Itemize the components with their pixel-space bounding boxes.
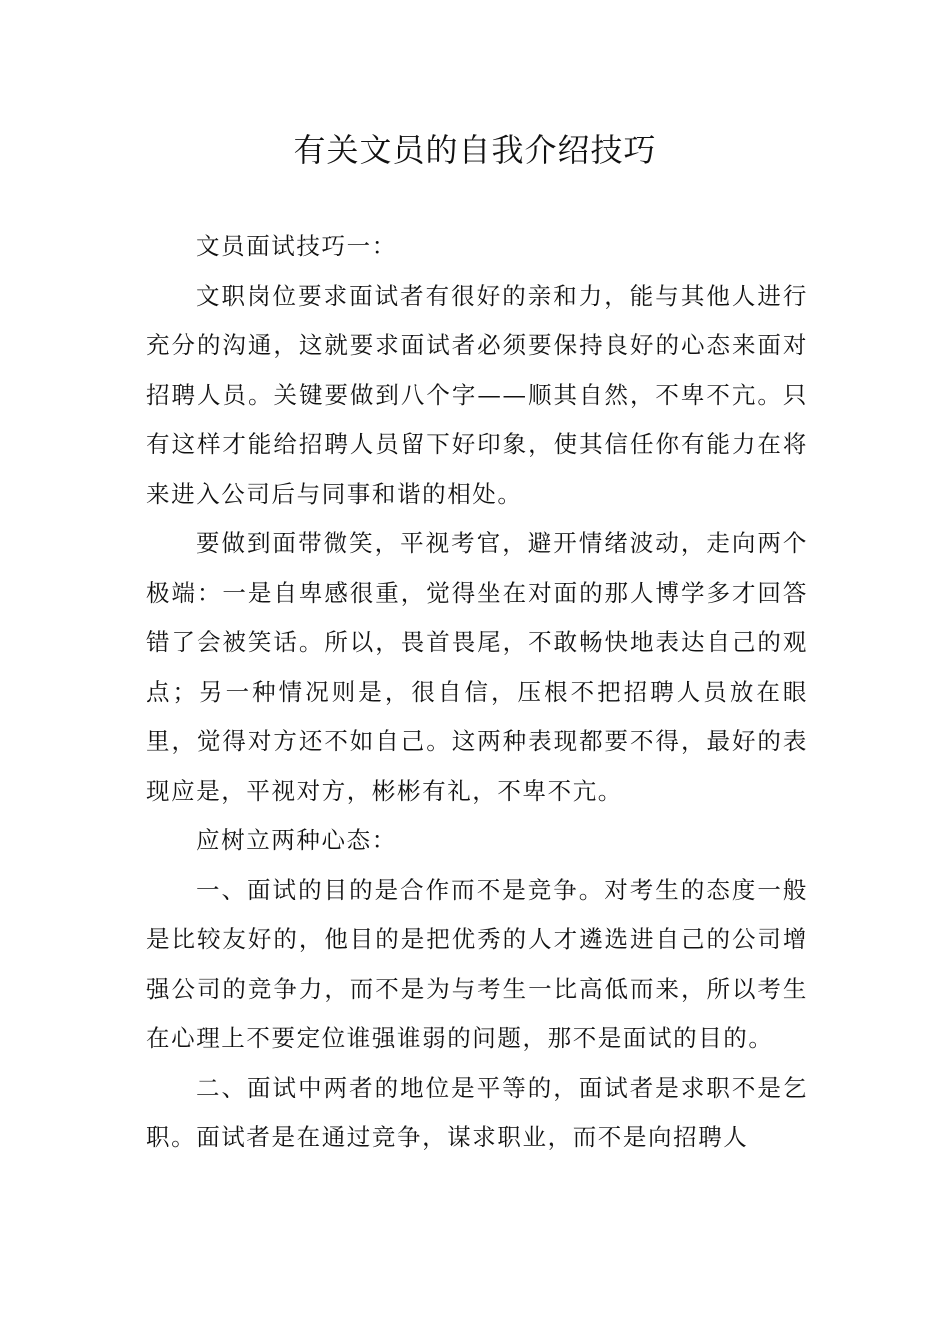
paragraph-heading-mindsets: 应树立两种心态： bbox=[196, 826, 397, 854]
paragraph-affinity: 文职岗位要求面试者有很好的亲和力，能与其他人进行充分的沟通，这就要求面试者必须要保持良好的心态来面对招聘人员。关键要做到八个字——顺其自然，不卑不亢。只有这样才能给招聘人员留下好印象，使其信任你有能力在将来进入公司后与同事和谐的相处。 bbox=[146, 281, 808, 508]
document-title: 有关文员的自我介绍技巧 bbox=[293, 131, 657, 169]
paragraph-mindset-two: 二、面试中两者的地位是平等的，面试者是求职不是乞职。面试者是在通过竞争，谋求职业，而不是向招聘人 bbox=[146, 1073, 808, 1151]
paragraph-heading-tips-one: 文员面试技巧一： bbox=[196, 232, 397, 260]
document-body bbox=[146, 222, 808, 1163]
paragraph-mindset-one: 一、面试的目的是合作而不是竞争。对考生的态度一般是比较友好的，他目的是把优秀的人才遴选进自己的公司增强公司的竞争力，而不是为与考生一比高低而来，所以考生在心理上不要定位谁强谁弱的问题，那不是面试的目的。 bbox=[146, 875, 808, 1052]
paragraph-attitude: 要做到面带微笑，平视考官，避开情绪波动，走向两个极端：一是自卑感很重，觉得坐在对面的那人博学多才回答错了会被笑话。所以，畏首畏尾，不敢畅快地表达自己的观点；另一种情况则是，很自信，压根不把招聘人员放在眼里，觉得对方还不如自己。这两种表现都要不得，最好的表现应是，平视对方，彬彬有礼，不卑不亢。 bbox=[146, 529, 808, 805]
